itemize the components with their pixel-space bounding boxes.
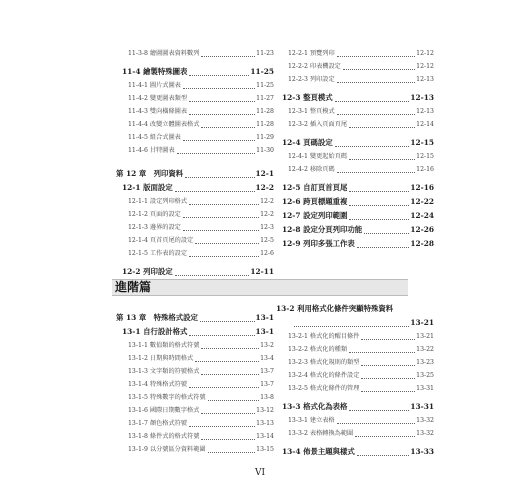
toc-subsection bbox=[276, 427, 434, 440]
leader-dots bbox=[349, 191, 409, 192]
toc-entry-title: 13-2-3 格式化規則的類型 bbox=[288, 359, 360, 366]
toc-entry-page: 12-28 bbox=[410, 239, 434, 248]
toc-entry-page: 13-21 bbox=[416, 333, 434, 340]
toc-subsection bbox=[276, 356, 434, 369]
toc-subsection bbox=[116, 221, 274, 234]
leader-dots bbox=[337, 56, 416, 57]
toc-entry-page: 13-32 bbox=[416, 417, 434, 424]
toc-entry-page: 12-2 bbox=[260, 211, 274, 218]
leader-dots bbox=[349, 159, 415, 160]
toc-entry-page: 12-15 bbox=[416, 153, 434, 160]
toc-entry-title: 11-4-3 雙向橫條圖表 bbox=[128, 108, 188, 115]
leader-dots bbox=[189, 256, 259, 257]
toc-entry-title: 12-2 列印設定 bbox=[122, 267, 173, 276]
toc-subsection bbox=[116, 131, 274, 144]
toc-entry-title: 13-3 格式化為表格 bbox=[282, 402, 348, 411]
toc-section bbox=[276, 237, 434, 251]
toc-subsection bbox=[116, 118, 274, 131]
toc-entry-title: 11-4 繪製特殊圖表 bbox=[122, 67, 188, 76]
leader-dots bbox=[361, 378, 415, 379]
toc-subsection bbox=[116, 443, 274, 456]
toc-entry-title: 11-3-8 繪圖圖表資料數列 bbox=[128, 50, 200, 57]
leader-dots bbox=[183, 140, 255, 141]
leader-dots bbox=[357, 247, 410, 248]
toc-subsection bbox=[116, 404, 274, 417]
toc-entry-page: 11-25 bbox=[256, 82, 274, 89]
leader-dots bbox=[195, 361, 259, 362]
toc-entry-title: 13-4 佈景主題與樣式 bbox=[282, 447, 355, 456]
toc-entry-page: 13-8 bbox=[260, 394, 274, 401]
toc-entry-page: 12-13 bbox=[410, 93, 434, 102]
toc-entry-page: 12-15 bbox=[410, 138, 434, 147]
toc-entry-page: 13-12 bbox=[256, 407, 274, 414]
toc-subsection bbox=[116, 247, 274, 260]
toc-entry-page: 13-22 bbox=[416, 346, 434, 353]
toc-entry-page: 11-28 bbox=[256, 108, 274, 115]
toc-entry-page: 13-14 bbox=[256, 433, 274, 440]
toc-subsection bbox=[116, 378, 274, 391]
toc-entry-title: 13-1-4 特殊格式符號 bbox=[128, 381, 188, 388]
toc-entry-page: 13-15 bbox=[256, 446, 274, 453]
toc-entry-page: 13-13 bbox=[256, 420, 274, 427]
toc-section bbox=[276, 223, 434, 237]
leader-dots bbox=[201, 413, 255, 414]
toc-entry-title: 12-1-3 邊界的設定 bbox=[128, 224, 181, 231]
toc-subsection bbox=[116, 234, 274, 247]
leader-dots bbox=[201, 127, 255, 128]
toc-entry-title: 13-1-7 顏色格式符號 bbox=[128, 420, 188, 427]
leader-dots bbox=[189, 101, 255, 102]
toc-entry-title: 13-1-2 日期與時間格式 bbox=[128, 355, 194, 362]
toc-entry-title: 12-2-1 預覽列印 bbox=[288, 50, 335, 57]
toc-entry-page: 11-30 bbox=[256, 147, 274, 154]
toc-column-b bbox=[276, 47, 434, 251]
toc-entry-title: 12-3-1 整頁模式 bbox=[288, 108, 335, 115]
toc-entry-title: 12-1-4 頁首頁尾的設定 bbox=[128, 237, 194, 244]
toc-entry-page: 12-11 bbox=[250, 267, 274, 276]
toc-subsection bbox=[276, 330, 434, 343]
toc-entry-page: 13-31 bbox=[410, 402, 434, 411]
toc-entry-page: 12-12 bbox=[416, 50, 434, 57]
toc-entry-page: 13-1 bbox=[255, 327, 274, 336]
toc-entry-title: 12-1-5 工作表的設定 bbox=[128, 250, 188, 257]
toc-entry-page: 12-3 bbox=[260, 224, 274, 231]
leader-dots bbox=[361, 365, 415, 366]
toc-subsection bbox=[116, 47, 274, 60]
toc-section bbox=[276, 136, 434, 150]
toc-subsection bbox=[116, 79, 274, 92]
toc-entry-title: 13-2-1 格式化的醒目條件 bbox=[288, 333, 360, 340]
toc-column-c bbox=[116, 311, 274, 456]
toc-entry-title: 12-4 頁碼設定 bbox=[282, 138, 333, 147]
toc-entry-title: 13-2-4 格式化的條件設定 bbox=[288, 372, 360, 379]
toc-entry-title: 13-1-5 特殊數字的格式符號 bbox=[128, 394, 206, 401]
toc-entry-page: 13-31 bbox=[416, 385, 434, 392]
toc-subsection bbox=[276, 118, 434, 131]
toc-subsection bbox=[276, 382, 434, 395]
leader-dots bbox=[201, 439, 255, 440]
leader-dots bbox=[355, 436, 415, 437]
toc-subsection bbox=[276, 414, 434, 427]
toc-entry-page: 13-25 bbox=[416, 372, 434, 379]
toc-chapter bbox=[116, 311, 274, 325]
toc-entry-page: 12-13 bbox=[416, 76, 434, 83]
leader-dots bbox=[337, 423, 416, 424]
leader-dots bbox=[349, 410, 409, 411]
toc-section bbox=[276, 195, 434, 209]
toc-entry-title: 13-1-9 以分號區分資料範圍 bbox=[128, 446, 206, 453]
toc-entry-title: 12-4-2 移除頁碼 bbox=[288, 166, 335, 173]
toc-chapter bbox=[116, 167, 274, 181]
toc-entry-page: 11-27 bbox=[256, 95, 274, 102]
leader-dots bbox=[361, 339, 415, 340]
toc-entry-page: 12-2 bbox=[255, 183, 274, 192]
toc-entry-title: 12-1-2 頁面的設定 bbox=[128, 211, 181, 218]
toc-column-d bbox=[276, 302, 434, 459]
toc-entry-page: 12-6 bbox=[260, 250, 274, 257]
toc-entry-title: 13-1-8 條件式的格式符號 bbox=[128, 433, 200, 440]
toc-subsection bbox=[276, 60, 434, 73]
toc-entry-title: 12-2-2 印表機設定 bbox=[288, 63, 341, 70]
toc-entry-title: 12-2-3 列印設定 bbox=[288, 76, 335, 83]
section-title: 進階篇 bbox=[115, 280, 152, 294]
toc-entry-page: 11-28 bbox=[256, 121, 274, 128]
leader-dots bbox=[349, 205, 409, 206]
toc-entry-title: 12-7 設定列印範圍 bbox=[282, 211, 348, 220]
toc-entry-page: 12-2 bbox=[260, 198, 274, 205]
toc-entry-title: 11-4-4 改變立體圖表格式 bbox=[128, 121, 200, 128]
toc-entry-page: 13-21 bbox=[410, 318, 434, 327]
toc-subsection bbox=[276, 150, 434, 163]
leader-dots bbox=[337, 172, 416, 173]
leader-dots bbox=[175, 191, 255, 192]
toc-entry-page: 12-13 bbox=[416, 108, 434, 115]
toc-subsection bbox=[116, 339, 274, 352]
toc-entry-title: 13-1-1 數值類的格式符號 bbox=[128, 342, 200, 349]
toc-section bbox=[116, 265, 274, 279]
toc-subsection bbox=[116, 430, 274, 443]
leader-dots bbox=[195, 243, 259, 244]
toc-entry-title-wrapped: 13-2 利用格式化條件突顯特殊資料 bbox=[276, 304, 394, 313]
toc-section bbox=[276, 91, 434, 105]
toc-subsection bbox=[116, 195, 274, 208]
leader-dots bbox=[189, 335, 254, 336]
toc-entry-title: 13-2-2 格式化的種類 bbox=[288, 346, 348, 353]
toc-section bbox=[276, 209, 434, 223]
leader-dots bbox=[201, 374, 259, 375]
toc-subsection bbox=[116, 391, 274, 404]
toc-entry-title: 第 12 章 列印資料 bbox=[116, 169, 184, 178]
toc-entry-title: 11-4-6 甘特圖表 bbox=[128, 147, 175, 154]
toc-entry-page: 12-5 bbox=[260, 237, 274, 244]
toc-entry-title: 13-1-6 國際日期數字格式 bbox=[128, 407, 200, 414]
leader-dots bbox=[364, 233, 409, 234]
toc-subsection bbox=[116, 92, 274, 105]
toc-entry-page: 13-23 bbox=[416, 359, 434, 366]
toc-entry-title: 第 13 章 特殊格式設定 bbox=[116, 313, 198, 322]
leader-dots bbox=[189, 387, 259, 388]
leader-dots bbox=[201, 348, 259, 349]
toc-entry-page: 13-7 bbox=[260, 368, 274, 375]
leader-dots bbox=[189, 204, 259, 205]
leader-dots bbox=[294, 326, 409, 327]
toc-entry-page: 12-12 bbox=[416, 63, 434, 70]
leader-dots bbox=[335, 101, 410, 102]
toc-subsection bbox=[276, 369, 434, 382]
toc-section bbox=[276, 400, 434, 414]
toc-entry-title: 12-5 自訂頁首頁尾 bbox=[282, 183, 348, 192]
toc-section bbox=[116, 65, 274, 79]
leader-dots bbox=[183, 230, 259, 231]
toc-entry-title: 12-1 版面設定 bbox=[122, 183, 173, 192]
leader-dots bbox=[337, 114, 416, 115]
leader-dots bbox=[357, 455, 410, 456]
leader-dots bbox=[175, 275, 250, 276]
leader-dots bbox=[337, 82, 416, 83]
leader-dots bbox=[177, 153, 256, 154]
page-number: VI bbox=[254, 468, 266, 478]
spacer bbox=[116, 157, 274, 167]
toc-subsection bbox=[116, 144, 274, 157]
leader-dots bbox=[335, 146, 410, 147]
toc-entry-page: 13-32 bbox=[416, 430, 434, 437]
toc-subsection bbox=[116, 105, 274, 118]
leader-dots bbox=[208, 452, 256, 453]
leader-dots bbox=[349, 219, 409, 220]
toc-subsection bbox=[276, 73, 434, 86]
toc-entry-title: 12-3 整頁模式 bbox=[282, 93, 333, 102]
leader-dots bbox=[183, 217, 259, 218]
toc-entry-title: 13-1-3 文字類的符號格式 bbox=[128, 368, 200, 375]
toc-subsection bbox=[276, 163, 434, 176]
toc-entry-title: 11-4-2 變更圖表類型 bbox=[128, 95, 188, 102]
toc-entry-title: 13-3-2 表格轉換為範圍 bbox=[288, 430, 354, 437]
toc-entry-title: 12-3-2 插入頁面頁尾 bbox=[288, 121, 348, 128]
section-banner bbox=[112, 279, 408, 296]
toc-entry-title: 12-4-1 變更起始頁碼 bbox=[288, 153, 348, 160]
toc-entry-page-row bbox=[276, 316, 434, 330]
leader-dots bbox=[349, 127, 415, 128]
toc-subsection bbox=[116, 208, 274, 221]
toc-entry-page: 13-4 bbox=[260, 355, 274, 362]
leader-dots bbox=[361, 391, 415, 392]
toc-entry-title: 13-2-5 格式化條件的管理 bbox=[288, 385, 360, 392]
toc-entry-page: 12-16 bbox=[410, 183, 434, 192]
toc-entry-page: 12-16 bbox=[416, 166, 434, 173]
toc-entry-page: 12-24 bbox=[410, 211, 434, 220]
leader-dots bbox=[189, 75, 249, 76]
toc-entry-page: 12-14 bbox=[416, 121, 434, 128]
leader-dots bbox=[185, 177, 254, 178]
toc-entry-page: 12-22 bbox=[410, 197, 434, 206]
toc-entry-page: 12-1 bbox=[255, 169, 274, 178]
toc-section bbox=[276, 445, 434, 459]
toc-entry-title: 11-4-5 組合式圖表 bbox=[128, 134, 181, 141]
leader-dots bbox=[349, 352, 415, 353]
toc-entry-page: 11-25 bbox=[250, 67, 274, 76]
toc-subsection bbox=[276, 47, 434, 60]
toc-section bbox=[116, 181, 274, 195]
toc-entry-title: 12-9 列印多張工作表 bbox=[282, 239, 355, 248]
leader-dots bbox=[200, 321, 255, 322]
toc-entry-title: 11-4-1 圖片式圖表 bbox=[128, 82, 181, 89]
toc-section bbox=[276, 181, 434, 195]
toc-subsection bbox=[116, 417, 274, 430]
toc-entry-page: 13-2 bbox=[260, 342, 274, 349]
toc-column-a bbox=[116, 47, 274, 279]
toc-entry-title: 13-1 自行設計格式 bbox=[122, 327, 188, 336]
toc-entry-page: 13-1 bbox=[255, 313, 274, 322]
leader-dots bbox=[201, 56, 255, 57]
toc-section bbox=[116, 325, 274, 339]
leader-dots bbox=[189, 426, 255, 427]
leader-dots bbox=[208, 400, 260, 401]
leader-dots bbox=[183, 88, 255, 89]
toc-entry-page: 13-33 bbox=[410, 447, 434, 456]
toc-entry-title: 12-8 設定分頁列印功能 bbox=[282, 225, 363, 234]
toc-entry-title: 12-6 跨頁標題重複 bbox=[282, 197, 348, 206]
leader-dots bbox=[189, 114, 255, 115]
toc-entry-title: 12-1-1 設定列印格式 bbox=[128, 198, 188, 205]
toc-entry-page: 11-23 bbox=[256, 50, 274, 57]
toc-entry-page: 12-26 bbox=[410, 225, 434, 234]
toc-subsection bbox=[276, 105, 434, 118]
toc-subsection bbox=[116, 365, 274, 378]
toc-entry-page: 13-7 bbox=[260, 381, 274, 388]
toc-entry-page: 11-29 bbox=[256, 134, 274, 141]
toc-subsection bbox=[276, 343, 434, 356]
toc-subsection bbox=[116, 352, 274, 365]
leader-dots bbox=[343, 69, 415, 70]
toc-entry-title: 13-3-1 建立表格 bbox=[288, 417, 335, 424]
